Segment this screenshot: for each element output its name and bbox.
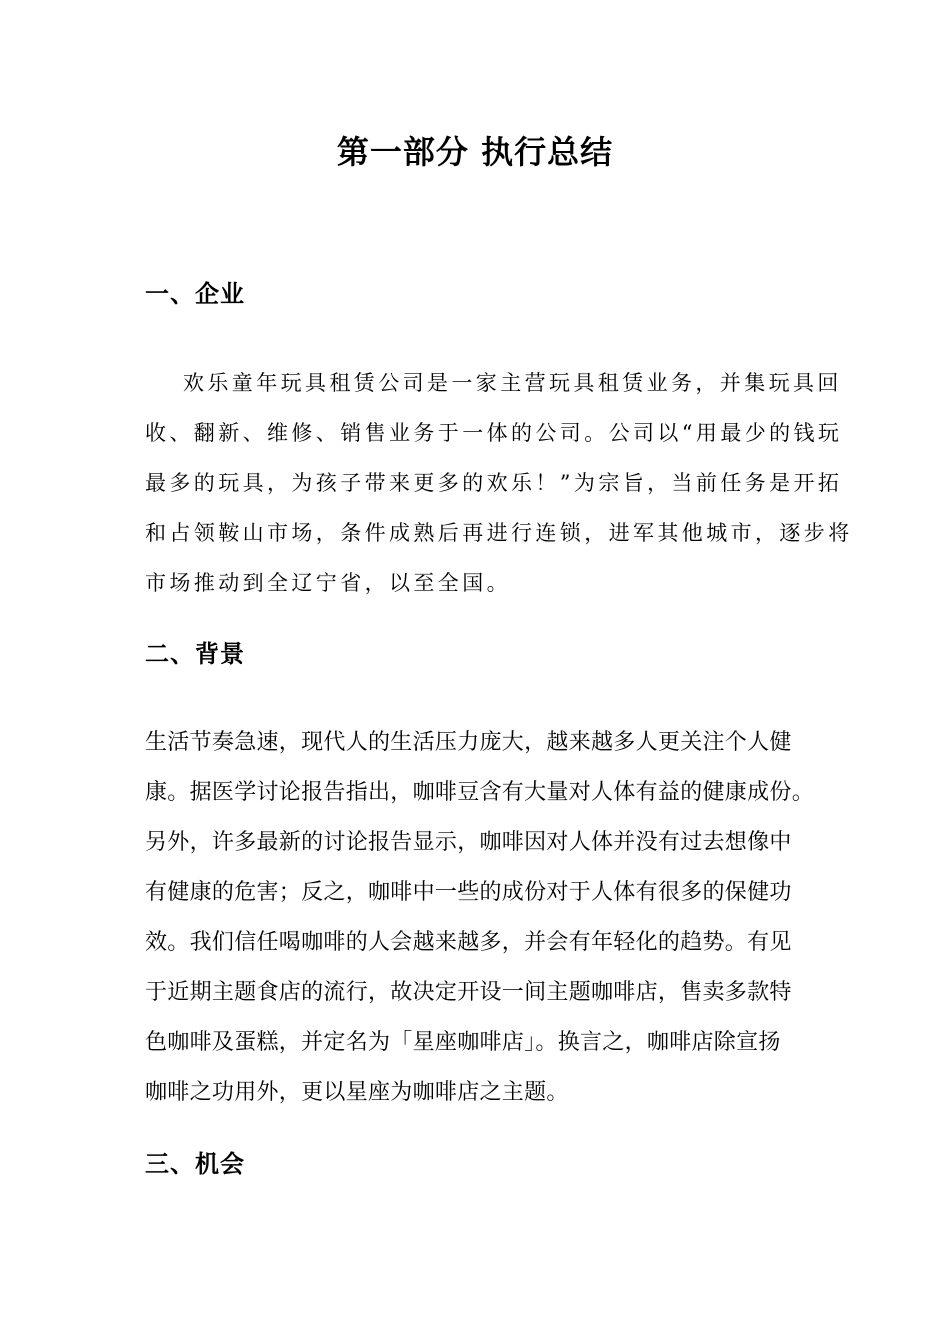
section-heading-enterprise: 一、企业 [145, 280, 245, 308]
paragraph-line: 生活节奏急速，现代人的生活压力庞大，越来越多人更关注个人健 [145, 730, 792, 755]
paragraph-background [145, 718, 845, 1118]
paragraph-enterprise [145, 358, 853, 608]
section-heading-background: 二、背景 [145, 640, 245, 668]
paragraph-line: 收、翻新、维修、销售业务于一体的公司。公司以“用最少的钱玩 [145, 421, 843, 445]
page-title: 第一部分 执行总结 [336, 133, 614, 171]
paragraph-line: 最多的玩具，为孩子带来更多的欢乐！”为宗旨，当前任务是开拓 [145, 471, 843, 495]
paragraph-line: 另外，许多最新的讨论报告显示，咖啡因对人体并没有过去想像中 [145, 830, 792, 855]
section-heading-opportunity: 三、机会 [145, 1150, 245, 1178]
paragraph-line: 于近期主题食店的流行，故决定开设一间主题咖啡店，售卖多款特 [145, 980, 792, 1005]
line-text: 欢乐童年玩具租赁公司是一家主营玩具租赁业务，并集玩具回 [183, 371, 842, 395]
paragraph-line: 效。我们信任喝咖啡的人会越来越多，并会有年轻化的趋势。有见 [145, 930, 792, 955]
paragraph-line: 市场推动到全辽宁省，以至全国。 [145, 571, 511, 595]
paragraph-line: 色咖啡及蛋糕，并定名为「星座咖啡店」。换言之，咖啡店除宣扬 [145, 1030, 781, 1055]
paragraph-line: 有健康的危害；反之，咖啡中一些的成份对于人体有很多的保健功 [145, 880, 792, 905]
paragraph-line: 咖啡之功用外，更以星座为咖啡店之主题。 [145, 1080, 569, 1105]
paragraph-line: 康。据医学讨论报告指出，咖啡豆含有大量对人体有益的健康成份。 [145, 780, 815, 805]
paragraph-line [145, 358, 845, 408]
paragraph-line: 和占领鞍山市场，条件成熟后再进行连锁，进军其他城市，逐步将 [145, 521, 853, 545]
